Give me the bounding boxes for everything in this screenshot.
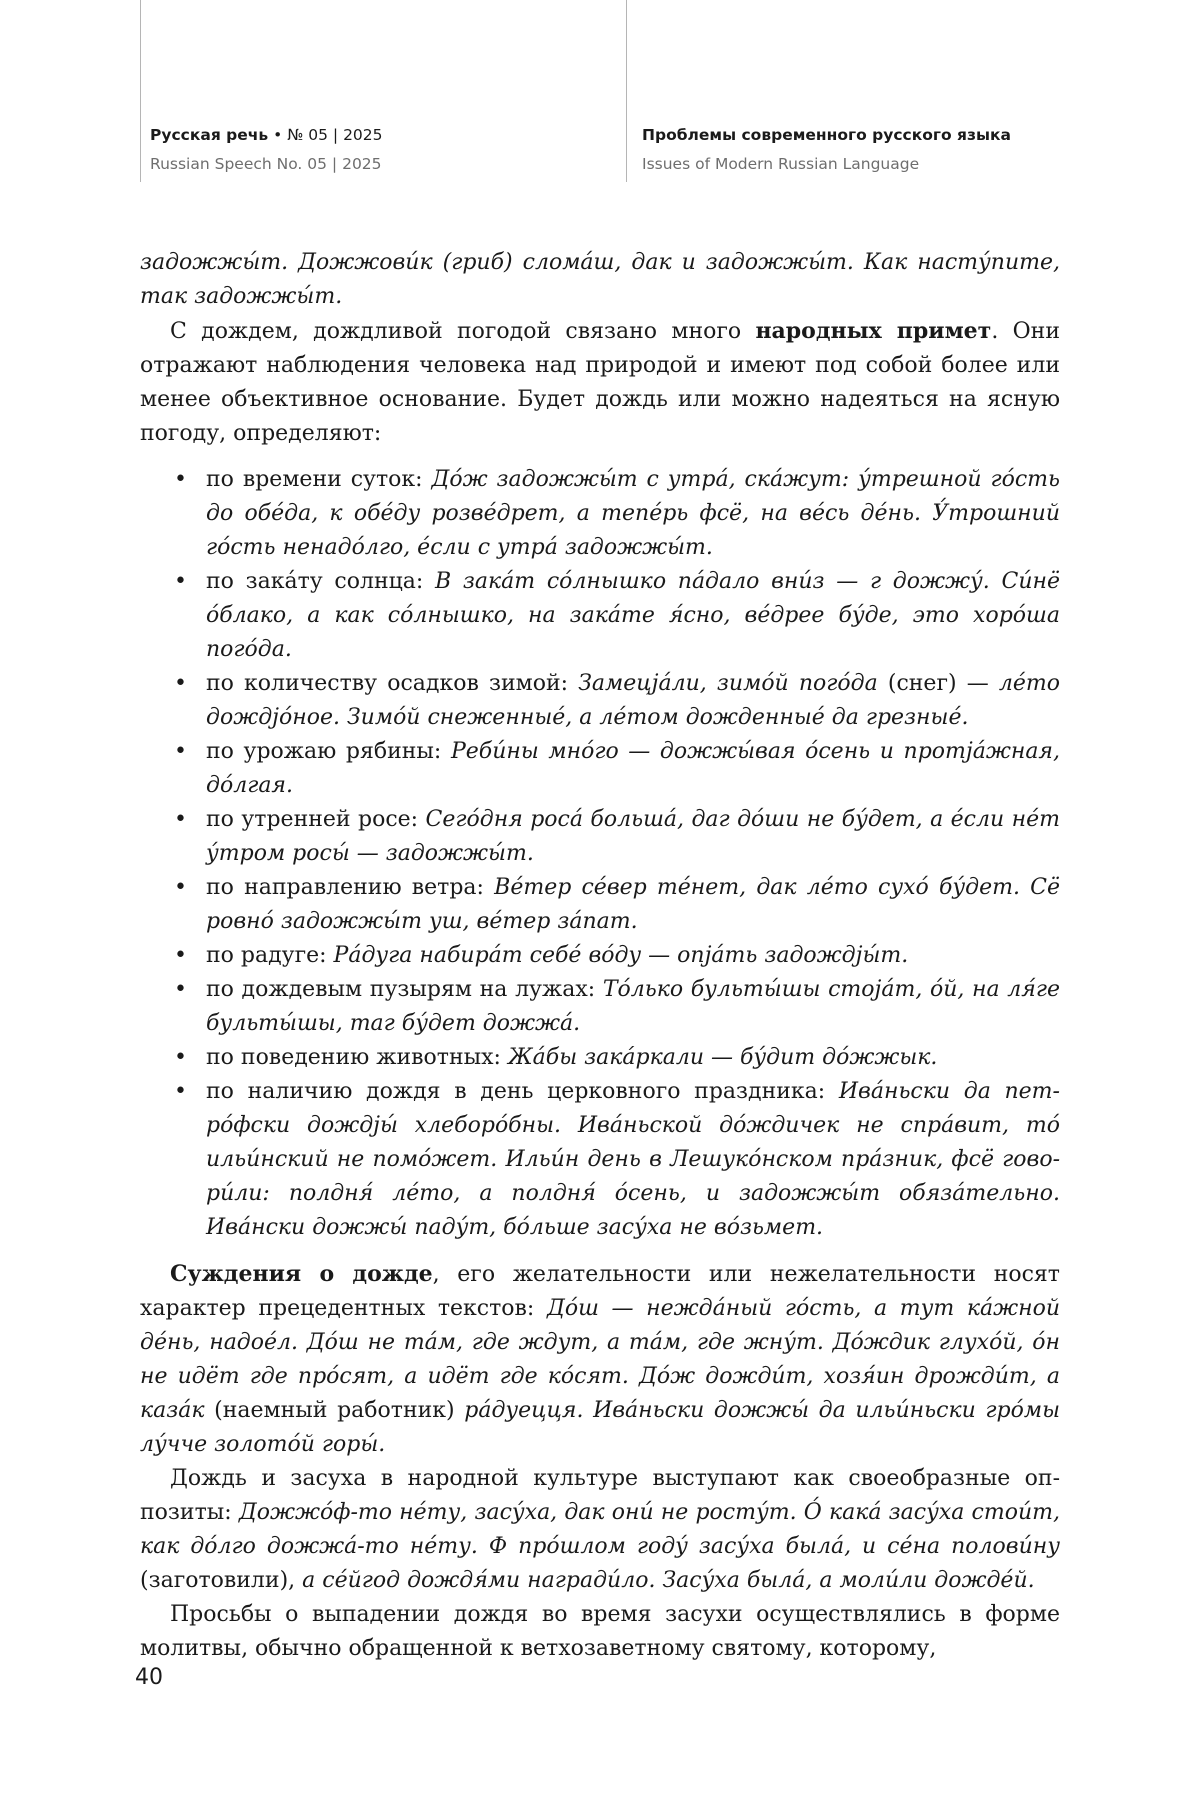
- list-item-example: Ива́ньски да петро́фски дождјы́ хлеборо́бны. Ива́ньской до́ждичек не спра́вит, то́ ильи́нский не помо́жет. Ильи́н день в Лешуко́нском пра́зник, фсё говори́ли: полдня́ ле́то, а полдня́ о́сень, и задожжы́т обяза́тельно. Ива́нски дожжы́ паду́т, бо́льше засу́ха не во́зьмет.: [206, 1079, 1060, 1240]
- section-title-en: Issues of Modern Russian Language: [642, 155, 920, 173]
- paragraph-3-quote-2: ра́дуецця. Ива́ньски дожжы́ да ильи́ньски гро́мы лу́чче золото́й горы́.: [140, 1398, 1060, 1457]
- paragraph-3-gloss: (наемный работник): [204, 1398, 465, 1423]
- list-item: [206, 735, 1060, 803]
- paragraph-4: [140, 1462, 1060, 1598]
- list-item-label: по дождевым пузырям на лужах:: [206, 977, 603, 1002]
- list-item-label: по наличию дождя в день церковного праздника:: [206, 1079, 839, 1104]
- paragraph-3-quote-1: До́ш — нежда́ный го́сть, а тут ка́жной де́нь, надое́л. До́ш не та́м, где ждут, а та́м, где жну́т. До́ждик глухо́й, о́н не идёт где про́сят, а идёт где ко́сят. До́ж дожди́т, хозя́ин дрожди́т, а каза́к: [140, 1296, 1060, 1423]
- page-number: 40: [135, 1665, 163, 1690]
- list-item-label: по зака́ту солнца:: [206, 569, 436, 594]
- paragraph-2-text-b: . Они отражают наблюдения человека над природой и имеют под собой более или менее объективное основание. Будет дождь или можно надеяться на ясную погоду, определяют:: [140, 319, 1060, 446]
- journal-title-ru: [150, 124, 383, 146]
- running-header-right: [642, 124, 1011, 175]
- list-item-example: То́лько бульты́шы стоја́т, о́й, на ля́ге бульты́шы, таг бу́дет дожжа́.: [206, 977, 1060, 1036]
- list-item-label: по поведению животных:: [206, 1045, 508, 1070]
- list-item-example: Ве́тер се́вер те́нет, дак ле́то сухо́ бу́дет. Сё ровно́ задожжы́т уш, ве́тер за́пат.: [206, 875, 1061, 934]
- list-item-example: Сего́дня роса́ больша́, даг до́ши не бу́дет, а е́сли не́т у́тром росы́ — задожжы́т.: [206, 807, 1060, 866]
- list-item-example-tail: ле́то дождјо́ное. Зимо́й снеженные́, а ле́том дожденные́ да грезные́.: [206, 671, 1060, 730]
- paragraph-5: Просьбы о выпадении дождя во время засухи осуществлялись в форме молитвы, обычно обращенной к ветхозаветному святому, которому,: [140, 1602, 1060, 1661]
- running-header-left: [150, 124, 383, 175]
- dialect-quote: задожжы́т. Дожжови́к (гриб) слома́ш, дак и задожжы́т. Как насту́пите, так задожжы́т.: [140, 250, 1060, 309]
- paragraph-3-text-a: , его желательности или нежелательности носят характер прецедентных текстов:: [140, 1262, 1060, 1321]
- weather-signs-list: [140, 463, 1060, 1245]
- header-divider-right: [626, 0, 627, 182]
- term-folk-signs: народных примет: [755, 318, 992, 344]
- paragraph-3: [140, 1257, 1060, 1462]
- paragraph-2-text-a: С дождем, дождливой погодой связано много: [170, 319, 756, 344]
- list-item-label: по времени суток:: [206, 467, 432, 492]
- list-item-example: Жа́бы закáркали — бу́дит до́жжык.: [507, 1045, 938, 1070]
- list-item: [206, 871, 1060, 939]
- paragraph-4-text-a: Дождь и засуха в народной культуре выступают как своеобразные оппозиты:: [140, 1466, 1060, 1525]
- paragraph-4-gloss: (заготовили),: [140, 1568, 303, 1593]
- list-item-label: по урожаю рябины:: [206, 739, 451, 764]
- journal-separator: •: [268, 126, 288, 144]
- list-item-example: До́ж задожжы́т с утра́, ска́жут: у́трешной го́сть до обе́да, к обе́ду розве́дрет, а тепе́рь фсё, на ве́сь де́нь. У́трошний го́сть ненадо́лго, е́сли с утра́ задожжы́т.: [206, 467, 1060, 560]
- list-item-example: Ра́дуга набира́т себе́ во́ду — опја́ть задождјы́т.: [333, 943, 909, 968]
- list-item-gloss: (снег) —: [877, 671, 999, 696]
- paragraph-4-quote-2: а се́йгод дождя́ми награди́ло. Засу́ха была́, а моли́ли дожде́й.: [302, 1568, 1035, 1593]
- paragraph-1: [140, 246, 1060, 314]
- journal-issue: № 05 | 2025: [287, 126, 383, 144]
- list-item: [206, 803, 1060, 871]
- list-item: [206, 463, 1060, 565]
- list-item-label: по радуге:: [206, 943, 334, 968]
- list-item: [206, 1041, 1060, 1075]
- journal-name: Русская речь: [150, 126, 269, 144]
- term-rain-judgments: Суждения о дожде: [170, 1261, 433, 1287]
- list-item-example: Замецја́ли, зимо́й пого́да: [578, 671, 878, 696]
- list-item-label: по количеству осадков зимой:: [206, 671, 579, 696]
- header-divider-left: [140, 0, 141, 182]
- list-item: [206, 565, 1060, 667]
- article-body: [140, 246, 1060, 1666]
- list-item-label: по направлению ветра:: [206, 875, 495, 900]
- list-item: [206, 973, 1060, 1041]
- list-item-example: Реби́ны мно́го — дожжы́вая о́сень и протја́жная, до́лгая.: [206, 739, 1060, 798]
- paragraph-4-quote-1: Дожжо́ф-то не́ту, засу́ха, дак они́ не росту́т. О́ кака́ засу́ха стои́т, как до́лго дожжа́-то не́ту. Ф про́шлом году́ засу́ха была́, и се́на полови́ну: [140, 1500, 1061, 1559]
- section-title-ru: [642, 124, 1011, 146]
- list-item: [206, 1075, 1060, 1245]
- paragraph-2: [140, 314, 1060, 451]
- list-item: [206, 939, 1060, 973]
- list-item-example: В зака́т со́лнышко па́дало вни́з — г дожжу́. Си́нё о́блако, а как со́лнышко, на зака́те я́сно, ве́дрее бу́де, это хоро́ша пого́да.: [206, 569, 1060, 662]
- list-item-label: по утренней росе:: [206, 807, 426, 832]
- list-item: [206, 667, 1060, 735]
- journal-title-en: Russian Speech No. 05 | 2025: [150, 155, 382, 173]
- section-title-ru-text: Проблемы современного русского языка: [642, 126, 1011, 144]
